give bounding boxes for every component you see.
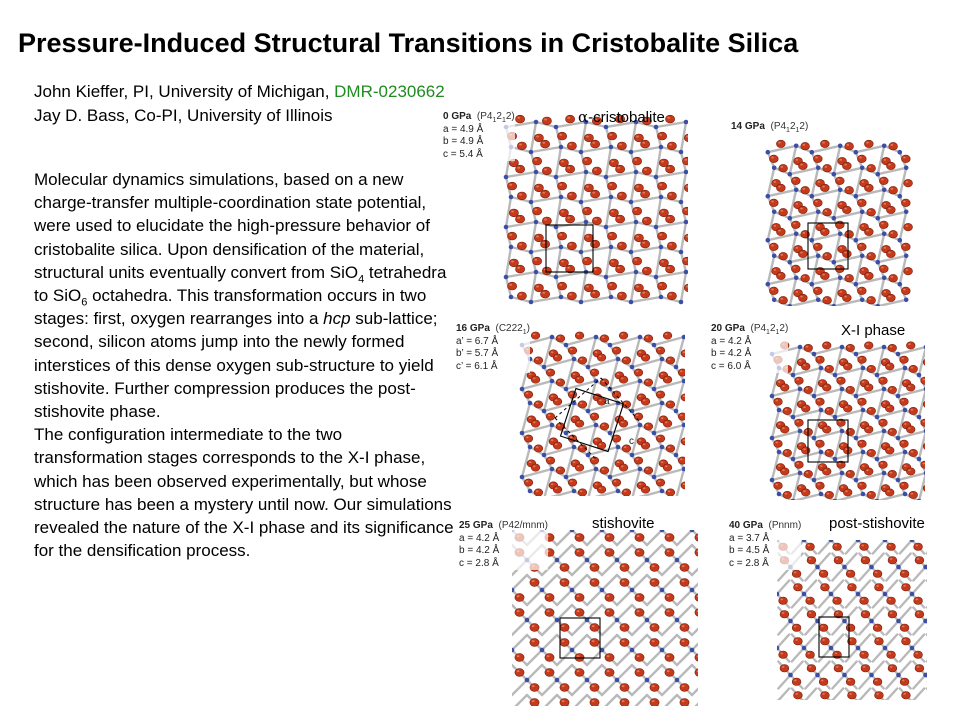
structure-panel-0gpa — [496, 112, 688, 318]
p1-subscript-6: 6 — [81, 296, 88, 309]
structure-panel-14gpa — [760, 138, 920, 306]
pressure-40gpa: 40 GPa — [729, 520, 763, 531]
axis-label-a: a — [604, 396, 610, 407]
phase-label-post-stishovite: post-stishovite — [829, 515, 925, 532]
lattice-image-16gpa — [515, 330, 685, 496]
panel-label-40gpa — [729, 520, 801, 570]
paragraph-1 — [34, 168, 454, 423]
lattice-b-40gpa: b = 4.5 Å — [729, 545, 770, 556]
structure-panel-16gpa — [515, 330, 685, 496]
spacegroup-16gpa: $(C222_1)$ — [495, 323, 530, 336]
lattice-c-16gpa: c’ = 6.1 Å — [456, 360, 498, 372]
lattice-b-20gpa: b = 4.2 Å — [711, 348, 752, 359]
spacegroup-14gpa: $(P4_12_12)$ — [770, 121, 809, 134]
lattice-image-14gpa — [760, 138, 920, 306]
lattice-a-25gpa: a = 4.2 Å — [459, 532, 500, 544]
spacegroup-25gpa: (P42/mnm) — [498, 520, 548, 531]
phase-name-0gpa: -cristobalite — [588, 109, 665, 126]
phase-label-stishovite: stishovite — [592, 515, 655, 532]
author-copi: Jay D. Bass, Co-PI, University of Illinois — [34, 106, 333, 125]
lattice-image-0gpa — [496, 112, 688, 318]
lattice-a-40gpa: a = 3.7 Å — [729, 532, 770, 544]
lattice-b-16gpa: b’ = 5.7 Å — [456, 348, 499, 359]
body-text — [34, 168, 454, 562]
lattice-b-25gpa: b = 4.2 Å — [459, 545, 500, 556]
pressure-14gpa: 14 GPa — [731, 121, 765, 132]
structure-panel-20gpa — [765, 340, 925, 500]
author-pi — [34, 80, 445, 104]
p1-part-d: sub-lattice; second, silicon atoms jump into the newly formed interstices of this dense oxygen sub-structure to yield stishovite. Further compression produces the post-stishovite phase. — [34, 309, 438, 422]
alpha-symbol: α — [578, 108, 589, 126]
pressure-20gpa: 20 GPa — [711, 323, 745, 334]
lattice-a-20gpa: a = 4.2 Å — [711, 335, 752, 347]
axis-label-c: c — [629, 436, 634, 447]
lattice-c-0gpa: c = 5.4 Å — [443, 148, 483, 160]
slide-title: Pressure-Induced Structural Transitions in Cristobalite Silica — [18, 28, 799, 58]
panel-label-25gpa — [459, 520, 548, 570]
p1-part-c: octahedra. This transformation occurs in two stages: first, oxygen rearranges into a — [34, 286, 427, 329]
p1-italic-hcp: hcp — [323, 309, 351, 329]
panel-label-0gpa — [443, 111, 515, 161]
award-number: DMR-0230662 — [334, 82, 445, 101]
p1-part-b: tetrahedra to SiO — [34, 262, 447, 306]
lattice-c-20gpa: c = 6.0 Å — [711, 360, 751, 372]
pressure-0gpa: 0 GPa — [443, 111, 472, 122]
spacegroup-40gpa: (Pnnm) — [768, 520, 802, 531]
authors-block — [34, 80, 445, 128]
paragraph-2: The configuration intermediate to the two transformation stages corresponds to the X-I phase, which has been observed experimentally, but whose structure has been a mystery until now. Our simulations revealed the nature of the X-I phase and its significance for the densification process. — [34, 425, 454, 561]
phase-label-xi: X-I phase — [841, 322, 906, 339]
lattice-a-16gpa: a’ = 6.7 Å — [456, 335, 499, 347]
phase-label-alpha-cristobalite — [578, 108, 665, 126]
lattice-a-0gpa: a = 4.9 Å — [443, 123, 484, 135]
p1-part-a: Molecular dynamics simulations, based on a new charge-transfer multiple-coordination state potential, were used to elucidate the high-pressure behavior of cristobalite silica. Upon densification of the material, structural units eventually convert from SiO — [34, 170, 430, 282]
spacegroup-20gpa: $(P4_12_12)$ — [750, 323, 789, 336]
panel-label-14gpa — [731, 121, 808, 134]
spacegroup-0gpa: $(P4_12_12)$ — [476, 111, 515, 124]
lattice-b-0gpa: b = 4.9 Å — [443, 136, 484, 147]
panel-label-16gpa — [456, 323, 530, 373]
lattice-c-40gpa: c = 2.8 Å — [729, 557, 769, 569]
p1-subscript-4: 4 — [358, 273, 365, 286]
author-pi-text: John Kieffer, PI, University of Michigan, — [34, 82, 335, 101]
pressure-16gpa: 16 GPa — [456, 323, 490, 334]
lattice-image-20gpa — [765, 340, 925, 500]
panel-label-20gpa — [711, 323, 788, 373]
lattice-c-25gpa: c = 2.8 Å — [459, 557, 499, 569]
pressure-25gpa: 25 GPa — [459, 520, 493, 531]
